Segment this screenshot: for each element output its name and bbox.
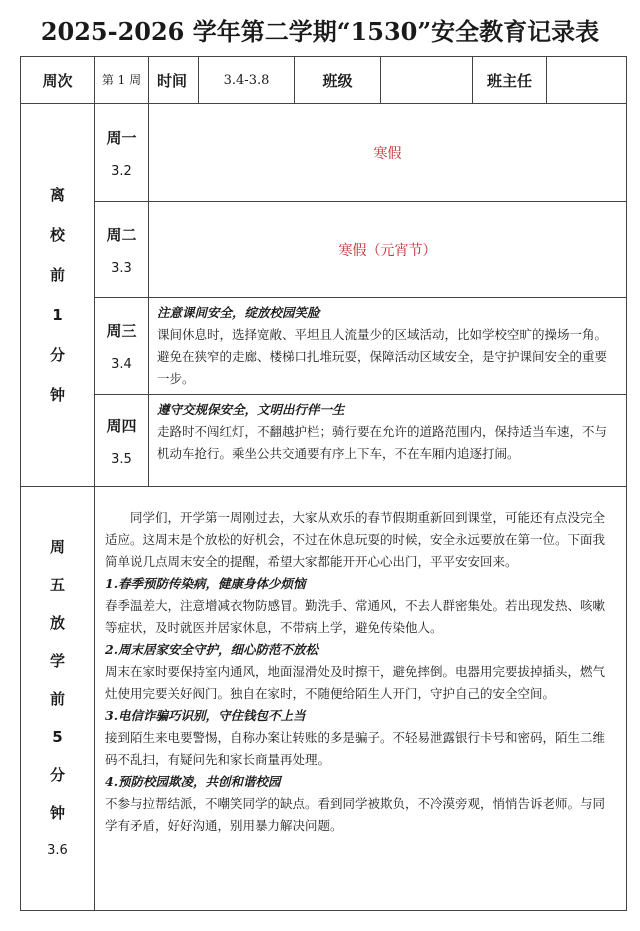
label-char: 前 (49, 689, 65, 708)
section-heading: 1.春季预防传染病，健康身体少烦恼 (105, 576, 306, 591)
day-row-wednesday (21, 298, 627, 395)
label-char: 周 (49, 537, 65, 556)
day-body: 走路时不闯红灯，不翻越护栏；骑行要在允许的道路范围内，保持适当车速，不与机动车抢行。乘坐公共交通要有序上下车，不在车厢内追逐打闹。 (157, 424, 608, 461)
day-date: 3.3 (111, 260, 132, 276)
page-title: 2025-2026 学年第二学期“1530”安全教育记录表 (40, 17, 600, 46)
label-char: 钟 (49, 803, 65, 822)
label-char: 钟 (49, 386, 65, 404)
day-row-tuesday (21, 202, 627, 298)
day-cell (95, 104, 149, 202)
day-content (149, 298, 627, 395)
day-date: 3.5 (111, 451, 132, 467)
week-value: 第 1 周 (95, 57, 149, 104)
section-body: 周末在家时要保持室内通风，地面湿滑处及时擦干，避免摔倒。电器用完要拔掉插头，燃气灶使用完要关好阀门。独自在家时，不随便给陌生人开门，守护自己的安全空间。 (105, 664, 606, 701)
holiday-text: 寒假 (149, 104, 627, 202)
day-cell (95, 202, 149, 298)
day-heading: 注意课间安全，绽放校园笑脸 (157, 305, 320, 320)
teacher-label: 班主任 (473, 57, 547, 104)
day-body: 课间休息时，选择宽敞、平坦且人流量少的区域活动，比如学校空旷的操场一角。避免在狭窄的走廊、楼梯口扎堆玩耍，保障活动区域安全，是守护课间安全的重要一步。 (157, 327, 608, 386)
day-name: 周一 (106, 128, 137, 147)
holiday-text: 寒假（元宵节） (149, 202, 627, 298)
section-body: 不参与拉帮结派，不嘲笑同学的缺点。看到同学被欺负，不冷漠旁观，悄悄告诉老师。与同学有矛盾，好好沟通，别用暴力解决问题。 (105, 796, 606, 833)
teacher-value[interactable] (547, 57, 627, 104)
class-label: 班级 (295, 57, 381, 104)
friday-label (21, 487, 95, 911)
time-label: 时间 (149, 57, 199, 104)
day-content (149, 395, 627, 487)
day-heading: 遵守交规保安全，文明出行伴一生 (157, 402, 345, 417)
day-row-thursday (21, 395, 627, 487)
label-char: 5 (52, 727, 63, 746)
label-char: 分 (49, 765, 65, 784)
section-body: 接到陌生来电要警惕，自称办案让转账的多是骗子。不轻易泄露银行卡号和密码，陌生二维码不乱扫，有疑问先和家长商量再处理。 (105, 730, 606, 767)
section-heading: 4.预防校园欺凌，共创和谐校园 (105, 774, 281, 789)
friday-intro: 同学们，开学第一周刚过去，大家从欢乐的春节假期重新回到课堂，可能还有点没完全适应。这周末是个放松的好机会，不过在休息玩耍的时候，安全永远要放在第一位。下面我简单说几点周末安全的提醒，希望大家都能开开心心出门，平平安安回来。 (105, 510, 606, 569)
section-heading: 3.电信诈骗巧识别，守住钱包不上当 (105, 708, 306, 723)
label-char: 分 (49, 346, 65, 364)
day-name: 周四 (106, 416, 137, 435)
friday-content (95, 487, 627, 911)
day-cell (95, 298, 149, 395)
friday-date: 3.6 (47, 842, 68, 858)
label-char: 学 (49, 651, 65, 670)
label-char: 五 (49, 575, 65, 594)
day-name: 周二 (106, 225, 137, 244)
section-body: 春季温差大，注意增减衣物防感冒。勤洗手、常通风，不去人群密集处。若出现发热、咳嗽等症状，及时就医并居家休息，不带病上学，避免传染他人。 (105, 598, 606, 635)
section-heading: 2.周末居家安全守护，细心防范不放松 (105, 642, 319, 657)
time-value: 3.4-3.8 (199, 57, 295, 104)
week-label: 周次 (21, 57, 95, 104)
day-cell (95, 395, 149, 487)
day-date: 3.2 (111, 163, 132, 179)
day-name: 周三 (106, 322, 137, 340)
day-date: 3.4 (111, 357, 132, 372)
label-char: 离 (49, 186, 65, 204)
label-char: 1 (52, 306, 63, 324)
before-leave-label (21, 104, 95, 487)
header-row (21, 57, 627, 104)
label-char: 前 (49, 266, 65, 284)
day-row-monday (21, 104, 627, 202)
label-char: 校 (49, 226, 65, 244)
record-table (20, 56, 627, 911)
label-char: 放 (49, 613, 65, 632)
class-value[interactable] (381, 57, 473, 104)
friday-row (21, 487, 627, 911)
